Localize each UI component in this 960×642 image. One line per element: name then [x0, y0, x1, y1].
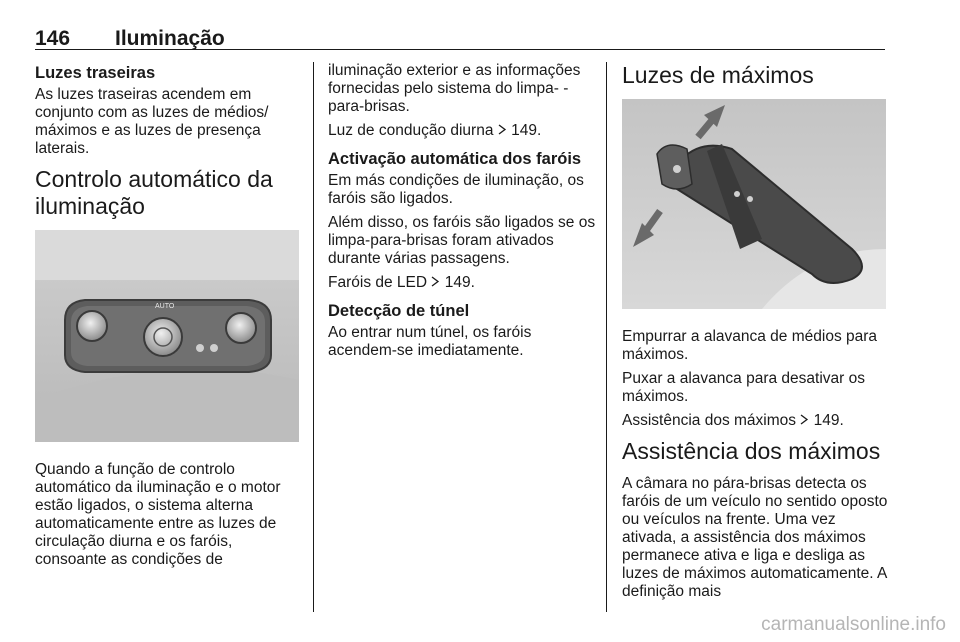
page-reference-icon [498, 124, 507, 135]
cross-reference [328, 122, 596, 140]
section-heading-auto-headlights: Activação automática dos faróis [328, 150, 582, 168]
reference-page: 149. [511, 122, 542, 139]
page-reference-icon [800, 414, 809, 425]
stalk-illustration [622, 99, 886, 309]
light-switch-illustration [35, 230, 299, 442]
column-3 [622, 62, 888, 607]
page-number: 146 [35, 27, 71, 50]
section-heading-tunnel: Detecção de túnel [328, 302, 470, 320]
stalk-figure [622, 99, 888, 314]
paragraph: Quando a função de controlo automático da iluminação e o motor estão ligados, o sistema alterna automaticamente entre as luzes de circulação diurna e os faróis, consoante as condições de [35, 461, 281, 568]
paragraph: Além disso, os faróis são ligados se os limpa-para-brisas foram ativados durante várias passagens. [328, 214, 596, 267]
reference-text: Faróis de LED [328, 274, 428, 291]
paragraph: Ao entrar num túnel, os faróis acendem-se imediatamente. [328, 324, 532, 359]
reference-text: Assistência dos máximos [622, 412, 797, 429]
section-heading-high-beam: Luzes de máximos [622, 62, 814, 88]
paragraph: A câmara no pára-brisas detecta os faróis de um veículo no sentido oposto ou veículos na frente. Uma vez ativada, a assistência dos máximos permanece ativa e liga e desliga as luzes de máximos automaticamente. A definição mais [622, 475, 888, 600]
watermark: carmanualsonline.info [761, 614, 946, 635]
column-divider [313, 62, 314, 612]
column-divider [606, 62, 607, 612]
reference-page: 149. [444, 274, 475, 291]
page-title: Iluminação [115, 27, 225, 50]
column-1 [35, 62, 301, 575]
paragraph: As luzes traseiras acendem em conjunto com as luzes de médios/ máximos e as luzes de presença laterais. [35, 86, 269, 157]
section-heading-rear-lights: Luzes traseiras [35, 64, 156, 82]
column-2 [328, 62, 596, 366]
section-heading-high-beam-assist: Assistência dos máximos [622, 438, 881, 464]
reference-page: 149. [813, 412, 844, 429]
reference-text: Luz de condução diurna [328, 122, 494, 139]
paragraph: Puxar a alavanca para desativar os máximos. [622, 370, 865, 405]
paragraph: iluminação exterior e as informações fornecidas pelo sistema do limpa- -para-brisas. [328, 62, 581, 115]
paragraph: Empurrar a alavanca de médios para máximos. [622, 328, 878, 363]
page-header [35, 27, 885, 50]
page-reference-icon [431, 276, 440, 287]
paragraph: Em más condições de iluminação, os faróis são ligados. [328, 172, 584, 207]
section-heading-auto-light: Controlo automático da iluminação [35, 166, 273, 219]
auto-label: AUTO [155, 303, 175, 310]
light-switch-figure [35, 230, 301, 447]
cross-reference [328, 274, 596, 292]
cross-reference [622, 412, 888, 430]
